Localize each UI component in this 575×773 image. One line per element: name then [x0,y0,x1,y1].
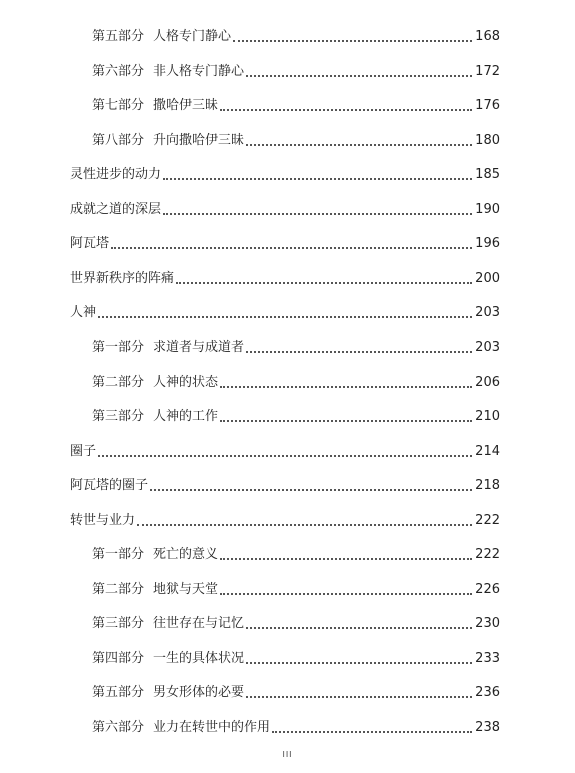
toc-entry-label [70,305,96,321]
toc-entry[interactable] [0,472,575,494]
toc-entry-label [92,98,218,114]
toc-dot-leader [233,40,472,42]
toc-entry-title: 往世存在与记忆 [153,616,245,632]
toc-dot-leader [246,696,472,698]
toc-entry-label [70,444,96,460]
toc-entry-title: 求道者与成道者 [153,339,245,355]
toc-entry-part: 第一部分 [92,339,145,355]
toc-entry-page-number: 218 [475,478,500,494]
toc-dot-leader [220,386,472,388]
toc-entry-page-number: 238 [475,720,500,735]
toc-entry-label [70,513,135,529]
toc-entry-label [92,616,244,632]
toc-entry-title: 人神的工作 [153,409,219,425]
toc-entry-page-number: 230 [475,616,500,632]
toc-entry-label [70,271,174,287]
toc-dot-leader [220,109,472,111]
toc-dot-leader [246,351,472,353]
toc-dot-leader [163,213,472,215]
toc-dot-leader [176,282,472,284]
toc-entry-page-number: 236 [475,685,500,701]
toc-entry-page-number: 176 [475,98,500,114]
toc-entry-part: 第八部分 [92,132,145,148]
toc-entry-title: 阿瓦塔 [70,236,110,252]
toc-entry-label [70,202,161,218]
toc-entry-title: 圈子 [70,443,97,459]
toc-entry-page-number: 180 [475,132,500,148]
toc-entry-page-number: 214 [475,443,500,459]
toc-entry-page-number: 200 [475,270,500,286]
toc-entry-title: 一生的具体状况 [153,650,245,666]
toc-entry[interactable] [0,438,575,460]
toc-entry[interactable] [0,541,575,563]
toc-entry-title: 业力在转世中的作用 [153,720,271,735]
toc-entry-title: 世界新秩序的阵痛 [70,270,175,286]
footer-page-number: III [282,750,293,759]
toc-entry-title: 成就之道的深层 [70,201,162,217]
toc-entry[interactable] [0,196,575,218]
toc-entry[interactable] [0,369,575,391]
toc-entry[interactable] [0,265,575,287]
toc-entry[interactable] [0,714,575,736]
toc-entry-label [92,340,244,356]
toc-entry-part: 第六部分 [92,63,145,79]
toc-entry-title: 升向撒哈伊三昧 [153,132,245,148]
toc-entry-title: 地狱与天堂 [153,581,219,597]
toc-entry-part: 第五部分 [92,685,145,701]
toc-dot-leader [220,593,472,595]
toc-entry-part: 第三部分 [92,409,145,425]
toc-entry-page-number: 185 [475,167,500,183]
toc-entry-title: 转世与业力 [70,512,136,528]
toc-entry-page-number: 206 [475,374,500,390]
toc-entry[interactable] [0,507,575,529]
toc-entry-label [92,720,270,736]
toc-dot-leader [220,558,472,560]
toc-entry[interactable] [0,576,575,598]
toc-entry-title: 灵性进步的动力 [70,167,162,183]
toc-dot-leader [246,144,472,146]
toc-entry-part: 第二部分 [92,374,145,390]
toc-dot-leader [98,316,472,318]
toc-entry-part: 第三部分 [92,616,145,632]
toc-dot-leader [98,455,472,457]
toc-entry[interactable] [0,230,575,252]
toc-entry-page-number: 172 [475,63,500,79]
toc-entry-page-number: 222 [475,547,500,563]
toc-entry-label [92,582,218,598]
toc-dot-leader [163,178,472,180]
toc-entry[interactable] [0,610,575,632]
toc-entry[interactable] [0,127,575,149]
toc-entry-page-number: 203 [475,305,500,321]
toc-entry-page-number: 203 [475,339,500,355]
toc-dot-leader [246,662,472,664]
toc-dot-leader [111,247,472,249]
toc-entry-label [92,64,244,80]
toc-dot-leader [246,75,472,77]
toc-entry[interactable] [0,679,575,701]
toc-entry-label [70,478,148,494]
toc-entry[interactable] [0,161,575,183]
toc-dot-leader [246,627,472,629]
toc-dot-leader [272,731,472,733]
toc-entry-page-number: 196 [475,236,500,252]
toc-dot-leader [150,489,472,491]
toc-entry-title: 人格专门静心 [153,29,232,44]
toc-entry-label [92,133,244,149]
toc-entry-page-number: 210 [475,409,500,425]
toc-entry-part: 第七部分 [92,98,145,114]
toc-entry-part: 第五部分 [92,29,145,44]
toc-entry-label [70,236,109,252]
toc-entry-title: 人神 [70,305,97,321]
toc-entry-part: 第六部分 [92,720,145,735]
toc-entry-page-number: 222 [475,512,500,528]
toc-entry[interactable] [0,334,575,356]
toc-entry-page-number: 168 [475,29,500,44]
toc-entry-label [92,651,244,667]
toc-entry-label [92,685,244,701]
toc-entry-page-number: 233 [475,650,500,666]
toc-dot-leader [137,524,472,526]
toc-dot-leader [220,420,472,422]
toc-entry-label [70,167,161,183]
toc-entry-label [92,29,231,45]
toc-entry-part: 第一部分 [92,547,145,563]
toc-entry-title: 阿瓦塔的圈子 [70,478,149,494]
toc-entry[interactable] [0,23,575,45]
toc-entry-title: 非人格专门静心 [153,63,245,79]
toc-entry-title: 死亡的意义 [153,547,219,563]
toc-entry-label [92,375,218,391]
toc-entry[interactable] [0,645,575,667]
toc-entry-page-number: 190 [475,201,500,217]
toc-entry-page-number: 226 [475,581,500,597]
toc-entry[interactable] [0,58,575,80]
toc-entry[interactable] [0,92,575,114]
toc-entry[interactable] [0,299,575,321]
toc-entry-part: 第二部分 [92,581,145,597]
toc-entry-title: 人神的状态 [153,374,219,390]
toc-entry-title: 撒哈伊三昧 [153,98,219,114]
toc-entry-label [92,409,218,425]
toc-entry-label [92,547,218,563]
toc-entry[interactable] [0,403,575,425]
toc-entry-part: 第四部分 [92,650,145,666]
toc-entry-title: 男女形体的必要 [153,685,245,701]
